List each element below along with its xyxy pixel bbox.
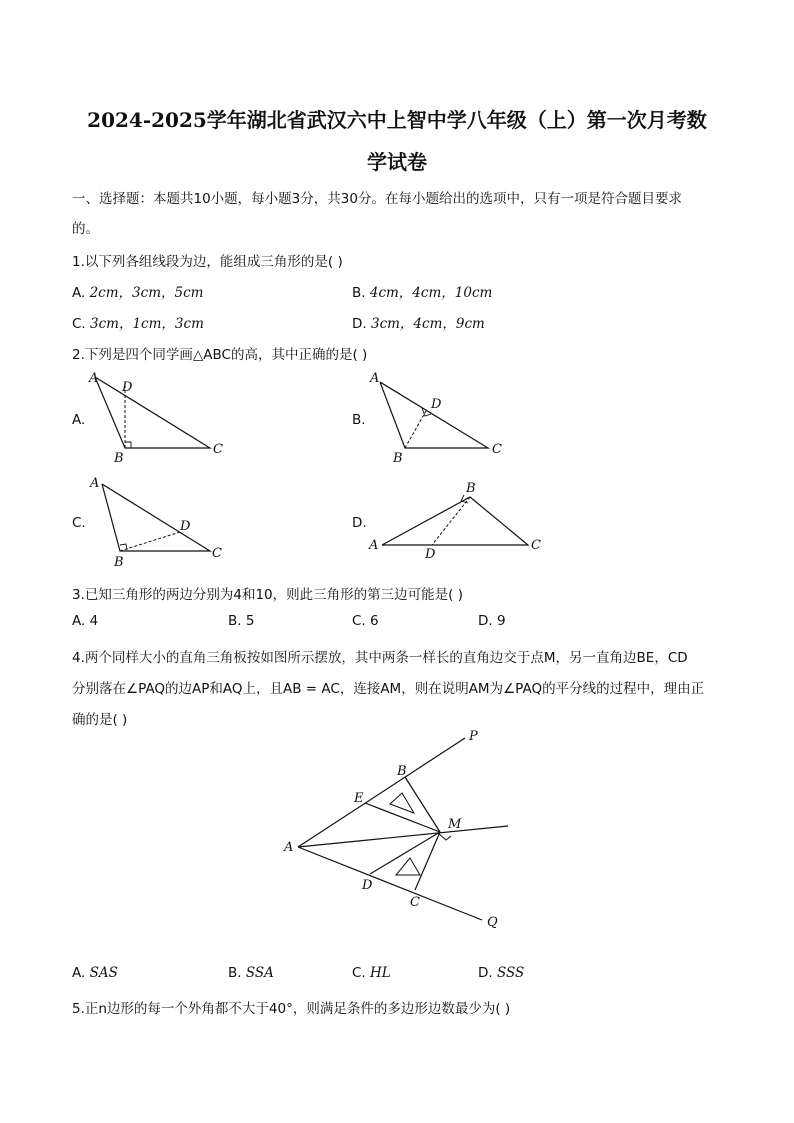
exam-title-line1: 2024-2025学年湖北省武汉六中上智中学八年级（上）第一次月考数 bbox=[87, 108, 707, 132]
q4-stem-line1: 4.两个同样大小的直角三角板按如图所示摆放，其中两条一样长的直角边交于点M，另一直角边BE，CD bbox=[72, 650, 688, 666]
label-c: C bbox=[492, 442, 502, 457]
section-intro-line1: 一、选择题：本题共10小题，每小题3分，共30分。在每小题给出的选项中，只有一项是符合题目要求 bbox=[72, 191, 682, 207]
label-c: C bbox=[212, 546, 222, 561]
q3-stem: 3.已知三角形的两边分别为4和10，则此三角形的第三边可能是( ) bbox=[72, 587, 463, 603]
q3-option-b: B. 5 bbox=[228, 613, 255, 629]
label-d: D bbox=[362, 878, 373, 893]
label-a: A bbox=[89, 371, 99, 386]
q4-figure bbox=[270, 720, 530, 930]
label-a: A bbox=[90, 476, 100, 491]
q3-option-c: C. 6 bbox=[352, 613, 379, 629]
label-c: C bbox=[531, 538, 541, 553]
label-a: A bbox=[370, 371, 380, 386]
label-b: B bbox=[466, 481, 476, 496]
label-d: D bbox=[431, 397, 442, 412]
label-b: B bbox=[397, 764, 407, 779]
q2-option-c-label: C. bbox=[72, 515, 86, 531]
q2-figure-a bbox=[80, 365, 240, 465]
q4-stem-line2: 分别落在∠PAQ的边AP和AQ上，且AB = AC，连接AM，则在说明AM为∠PAQ的平分线的过程中，理由正 bbox=[72, 681, 705, 697]
q4-stem-line3: 确的是( ) bbox=[72, 712, 128, 728]
q4-option-b: B. SSA bbox=[228, 965, 274, 981]
label-c: C bbox=[213, 442, 223, 457]
exam-title-line2: 学试卷 bbox=[367, 150, 427, 174]
q1-stem: 1.以下列各组线段为边，能组成三角形的是( ) bbox=[72, 254, 343, 270]
q1-option-c: C. 3cm，1cm，3cm bbox=[72, 316, 204, 332]
q4-option-c: C. HL bbox=[352, 965, 391, 981]
label-b: B bbox=[114, 555, 124, 570]
q3-option-a: A. 4 bbox=[72, 613, 99, 629]
q2-option-a-label: A. bbox=[72, 412, 86, 428]
q1-option-a: A. 2cm，3cm，5cm bbox=[72, 285, 204, 301]
label-p: P bbox=[469, 729, 478, 744]
q2-figure-c bbox=[80, 472, 240, 572]
q5-stem: 5.正n边形的每一个外角都不大于40°，则满足条件的多边形边数最少为( ) bbox=[72, 1001, 511, 1017]
q1-option-b: B. 4cm，4cm，10cm bbox=[352, 285, 493, 301]
q2-option-d-label: D. bbox=[352, 515, 367, 531]
label-b: B bbox=[114, 451, 124, 465]
q4-option-a: A. SAS bbox=[72, 965, 118, 981]
q3-option-d: D. 9 bbox=[478, 613, 506, 629]
label-d: D bbox=[425, 547, 436, 562]
label-a: A bbox=[369, 538, 379, 553]
label-q: Q bbox=[487, 915, 498, 930]
label-c: C bbox=[410, 895, 420, 910]
label-m: M bbox=[448, 817, 462, 832]
label-d: D bbox=[180, 519, 191, 534]
label-a: A bbox=[284, 840, 294, 855]
label-b: B bbox=[393, 451, 403, 465]
label-e: E bbox=[354, 791, 364, 806]
q2-figure-b bbox=[360, 365, 520, 465]
q2-option-b-label: B. bbox=[352, 412, 366, 428]
q1-option-d: D. 3cm，4cm，9cm bbox=[352, 316, 485, 332]
q2-stem: 2.下列是四个同学画△ABC的高，其中正确的是( ) bbox=[72, 347, 368, 363]
q2-figure-d bbox=[360, 472, 560, 572]
section-intro-line2: 的。 bbox=[72, 221, 99, 237]
q4-option-d: D. SSS bbox=[478, 965, 525, 981]
label-d: D bbox=[122, 380, 133, 395]
